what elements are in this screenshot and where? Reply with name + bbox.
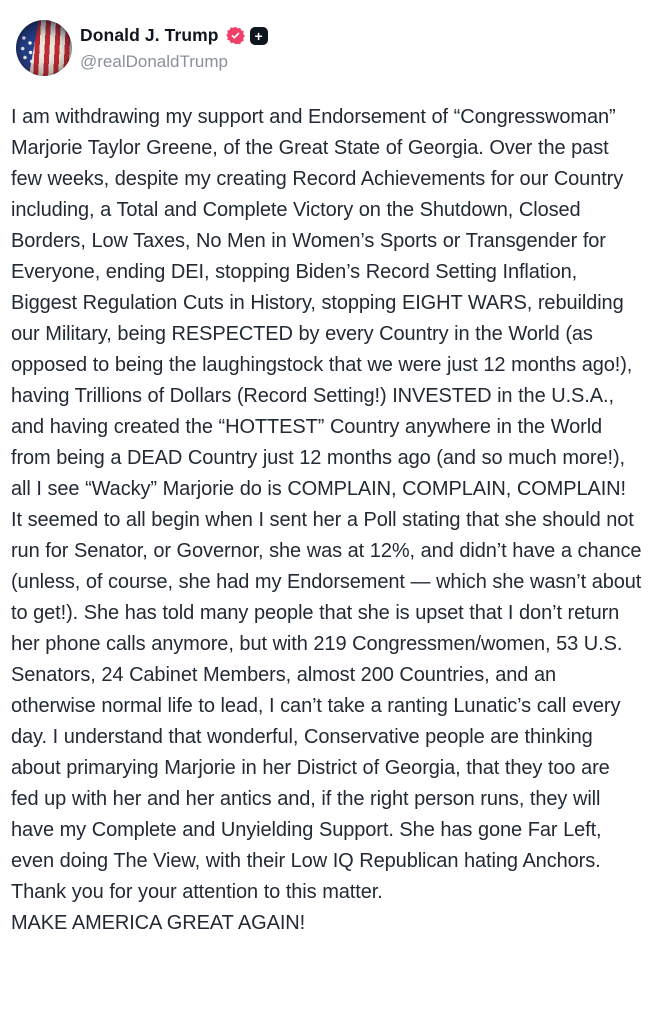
verified-check-icon [226, 26, 245, 45]
avatar[interactable] [16, 20, 72, 76]
author-handle[interactable]: @realDonaldTrump [80, 52, 228, 71]
post-closing-line: MAKE AMERICA GREAT AGAIN! [11, 912, 306, 934]
author-name-row [80, 25, 268, 46]
post-header [0, 0, 652, 76]
post-body-text: I am withdrawing my support and Endorsement of “Congresswoman” Marjorie Taylor Greene, of the Great State of Georgia. Over the past few weeks, despite my creating Record Achievements for our Country including, a Total and Complete Victory on the Shutdown, Closed Borders, Low Taxes, No Men in Women’s Sports or Transgender for Everyone, ending DEI, stopping Biden’s Record Setting Inflation, Biggest Regulation Cuts in History, stopping EIGHT WARS, rebuilding our Military, being RESPECTED by every Country in the World (as opposed to being the laughingstock that we were just 12 months ago!), having Trillions of Dollars (Record Setting!) INVESTED in the U.S.A., and having created the “HOTTEST” Country anywhere in the World from being a DEAD Country just 12 months ago (and so much more!), all I see “Wacky” Marjorie do is COMPLAIN, COMPLAIN, COMPLAIN! It seemed to all begin when I sent her a Poll stating that she should not run for Senator, or Governor, she was at 12%, and didn’t have a chance (unless, of course, she had my Endorsement — which she wasn’t about to get!). She has told many people that she is upset that I don’t return her phone calls anymore, but with 219 Congressmen/women, 53 U.S. Senators, 24 Cabinet Members, almost 200 Countries, and an otherwise normal life to lead, I can’t take a ranting Lunatic’s call every day. I understand that wonderful, Conservative people are thinking about primarying Marjorie in her District of Georgia, that they too are fed up with her and her antics and, if the right person runs, they will have my Complete and Unyielding Support. She has gone Far Left, even doing The View, with their Low IQ Republican hating Anchors. Thank you for your attention to this matter. [11, 106, 642, 903]
author-identity [80, 24, 268, 72]
display-name[interactable]: Donald J. Trump [80, 25, 219, 45]
plus-badge-icon: + [250, 27, 268, 45]
